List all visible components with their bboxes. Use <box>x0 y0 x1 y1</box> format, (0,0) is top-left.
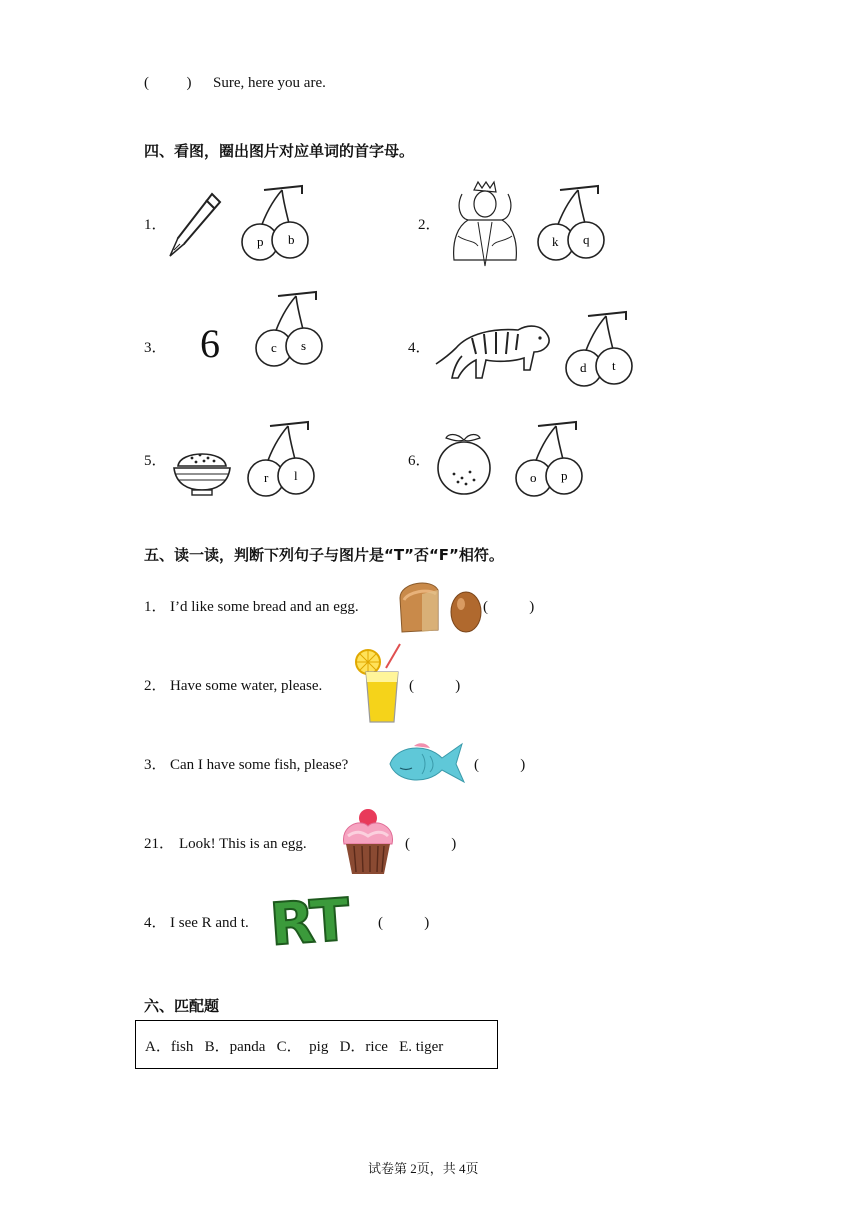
cherry-choice[interactable] <box>536 184 608 262</box>
item-number: 5． <box>144 453 167 469</box>
section5-heading: 五、读一读，判断下列句子与图片是“T”否“F”相符。 <box>144 546 504 564</box>
cherry-letter: d <box>580 360 587 375</box>
answer-paren[interactable]: ( ) <box>144 75 192 91</box>
section6-heading: 六、匹配题 <box>144 997 220 1015</box>
item-number: 1． <box>144 217 167 233</box>
rt-letters: RT <box>267 885 350 959</box>
section4-heading: 四、看图，圈出图片对应单词的首字母。 <box>144 142 415 160</box>
bread-egg-icon <box>396 576 484 636</box>
cherry-choice[interactable] <box>246 420 318 498</box>
six-digit: 6 <box>200 321 220 366</box>
question-sentence: I’d like some bread and an egg. <box>170 599 359 615</box>
cherry-letter: q <box>583 232 590 247</box>
rice-bowl-icon <box>172 440 232 498</box>
question-number: 2． <box>144 678 167 694</box>
cherry-choice[interactable] <box>240 184 312 262</box>
cupcake-icon <box>340 806 396 876</box>
cherry-letter: p <box>561 468 568 483</box>
fish-icon <box>386 740 466 786</box>
question-number: 1． <box>144 599 167 615</box>
cherry-choice[interactable] <box>514 420 586 498</box>
item-number: 2． <box>418 217 441 233</box>
juice-glass-icon <box>352 644 408 726</box>
item-number: 3． <box>144 340 167 356</box>
question-sentence: Look! This is an egg. <box>179 836 307 852</box>
question-sentence: I see R and t. <box>170 915 249 931</box>
cherry-letter: p <box>257 234 264 249</box>
cherry-letter: c <box>271 340 277 355</box>
item-number: 4． <box>408 340 431 356</box>
answer-paren[interactable]: ( ) <box>378 915 430 931</box>
cherry-letter: r <box>264 470 269 485</box>
answer-paren[interactable]: ( ) <box>405 836 457 852</box>
pen-icon <box>166 188 226 260</box>
cherry-letter: s <box>301 338 307 353</box>
options-box <box>135 1020 498 1069</box>
dialogue-line: Sure, here you are. <box>213 75 326 91</box>
question-sentence: Can I have some fish, please? <box>170 757 349 773</box>
item-number: 6． <box>408 453 431 469</box>
answer-paren[interactable]: ( ) <box>474 757 526 773</box>
cherry-letter: o <box>530 470 537 485</box>
answer-paren[interactable]: ( ) <box>483 599 535 615</box>
match-options: A．fish B．panda C． pig D．rice E. tiger <box>145 1039 444 1055</box>
page-footer: 试卷第 2页，共 4页 <box>368 1161 479 1176</box>
cherry-choice[interactable] <box>564 310 636 388</box>
question-number: 4． <box>144 915 167 931</box>
question-sentence: Have some water, please. <box>170 678 323 694</box>
letters-rt-icon <box>267 885 380 959</box>
question-number: 3． <box>144 757 167 773</box>
cherry-letter: k <box>552 234 559 249</box>
queen-icon <box>448 180 520 268</box>
orange-icon <box>434 428 494 498</box>
cherry-letter: b <box>288 232 295 247</box>
question-number: 21． <box>144 836 175 852</box>
cherry-letter: t <box>612 358 616 373</box>
answer-paren[interactable]: ( ) <box>409 678 461 694</box>
cherry-choice[interactable] <box>254 290 326 368</box>
tiger-icon <box>432 314 554 384</box>
cherry-letter: l <box>294 468 298 483</box>
